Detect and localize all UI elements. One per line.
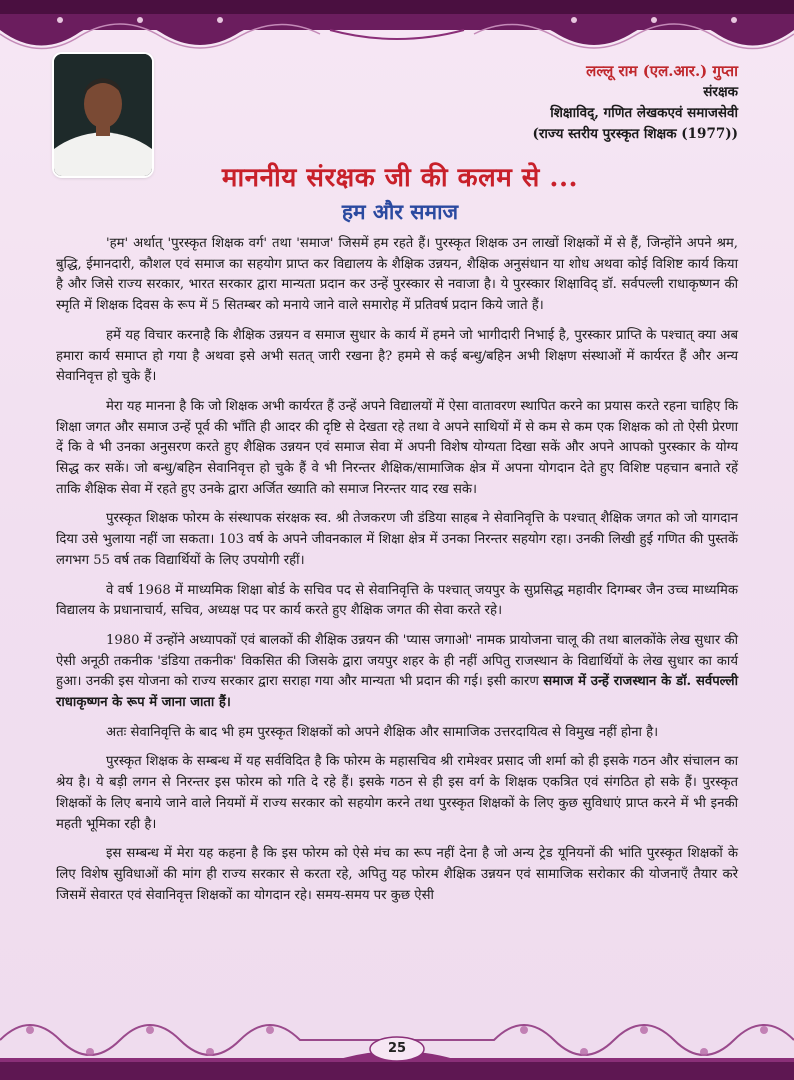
paragraph: वे वर्ष 1968 में माध्यमिक शिक्षा बोर्ड के सचिव पद से सेवानिवृत्ति के पश्चात् जयपुर के सुप्रसिद्ध महावीर दिगम्बर जैन उच्च माध्यमिक विद्यालय के प्रधानाचार्य, सचिव, अध्यक्ष पद पर कार्य करते हुए शैक्षिक जगत की सेवा करते रहे। bbox=[56, 582, 738, 619]
article-body bbox=[56, 234, 738, 915]
patron-award: (राज्य स्तरीय पुरस्कृत शिक्षक (1977)) bbox=[532, 126, 738, 142]
paragraph: 'हम' अर्थात् 'पुरस्कृत शिक्षक वर्ग' तथा 'समाज' जिसमें हम रहते हैं। पुरस्कृत शिक्षक उन लाखों शिक्षकों में से हैं, जिन्होंने अपने श्रम, बुद्धि, ईमानदारी, कौशल एवं समाज का सहयोग प्राप्त कर विद्यालय के शैक्षिक उन्नयन, शैक्षिक अनुसंधान या शोध अथवा कोई विशिष्ट कार्य किया है और जिसे राज्य सरकार, भारत सरकार द्वारा मान्यता प्रदान कर उन्हें पुरस्कार से नवाजा है। ये पुरस्कार शिक्षाविद् डॉ. सर्वपल्ली राधाकृष्णन की स्मृति में शिक्षक दिवस के रूप में 5 सितम्बर को मनाये जाने वाले समारोह में प्रतिवर्ष प्रदान किये जाते हैं। bbox=[56, 236, 738, 314]
paragraph-text: 1980 में उन्होंने अध्यापकों एवं बालकों की शैक्षिक उन्नयन की 'प्यास जगाओ' नामक प्रायोजना चालू की तथा बालकोंके लेख सुधार की ऐसी अनूठी तकनीक 'डंडिया तकनीक' विकसित की जिसके द्वारा जयपुर शहर के ही नहीं अपितु राजस्थान के विद्यार्थियों के लेख सुधार का कार्य हुआ। उनकी इस योजना को राज्य सरकार द्वारा सराहा गया और मान्यता भी प्रदान की गई। इसी कारण bbox=[56, 632, 738, 690]
patron-name: लल्लू राम (एल.आर.) गुप्ता bbox=[586, 62, 738, 80]
paragraph: मेरा यह मानना है कि जो शिक्षक अभी कार्यरत हैं उन्हें अपने विद्यालयों में ऐसा वातावरण स्थापित करने का प्रयास करते रहना चाहिए कि शिक्षा जगत और समाज उन्हें पूर्व की भाँति ही आदर की दृष्टि से देखता रहे तथा वे अपने साथियों में से कम से कम एक शिक्षक को तो ऐसी प्रेरणा दें कि वे भी उनका अनुसरण करते हुए शैक्षिक उन्नयन एवं समाज सेवा में अपनी विशेष योग्यता दिखा सकें और अपने आपको पुरस्कार के योग्य सिद्ध कर सकें। जो बन्धु/बहिन सेवानिवृत्त हो चुके हैं वे भी निरन्तर शैक्षिक/सामाजिक क्षेत्र में अपना योगदान देते हुए विशिष्ट पहचान बनाते रहें ताकि शैक्षिक सेवा में रहते हुए उनके द्वारा अर्जित ख्याति को समाज निरन्तर याद रख सके। bbox=[56, 398, 738, 497]
paragraph: पुरस्कृत शिक्षक फोरम के संस्थापक संरक्षक स्व. श्री तेजकरण जी डंडिया साहब ने सेवानिवृत्ति के पश्चात् शैक्षिक जगत को जो यागदान दिया उसे भुलाया नहीं जा सकता। 103 वर्ष के अपने जीवनकाल में शिक्षा क्षेत्र में उनका निरन्तर सहयोग रहा। उनकी लिखी हुई गणित की पुस्तकें लगभग 55 वर्ष तक विद्यार्थियों के लिए उपयोगी रहीं। bbox=[56, 511, 738, 568]
paragraph: अतः सेवानिवृत्ति के बाद भी हम पुरस्कृत शिक्षकों को अपने शैक्षिक और सामाजिक उत्तरदायित्व से विमुख नहीं होना है। bbox=[106, 724, 659, 740]
paragraph: पुरस्कृत शिक्षक के सम्बन्ध में यह सर्वविदित है कि फोरम के महासचिव श्री रामेश्वर प्रसाद जी शर्मा को ही इसके गठन और संचालन का श्रेय है। ये बड़ी लगन से निरन्तर इस फोरम को गति दे रहे हैं। इसके गठन से ही इस वर्ग के शिक्षक एकत्रित एवं संगठित हो सके हैं। पुरस्कृत शिक्षकों के लिए बनाये जाने वाले नियमों में राज्य सरकार को सहयोग करने तथा पुरस्कृत शिक्षकों के लिए कुछ सुविधाएं प्राप्त करने में भी इनकी महती भूमिका रही है। bbox=[56, 754, 738, 832]
paragraph: हमें यह विचार करनाहै कि शैक्षिक उन्नयन व समाज सुधार के कार्य में हमने जो भागीदारी निभाई है, पुरस्कार प्राप्ति के पश्चात् क्या अब हमारा कार्य समाप्त हो गया है अथवा इसे अभी सतत् जारी रखना है? हममे से कई बन्धु/बहिन अभी शिक्षण संस्थाओं में कार्यरत हैं और अन्य सेवानिवृत्त हो चुके हैं। bbox=[56, 327, 738, 385]
patron-role: संरक्षक bbox=[703, 84, 738, 100]
patron-photo bbox=[54, 54, 152, 176]
patron-info bbox=[408, 60, 738, 145]
top-ornament-border bbox=[0, 0, 794, 56]
page-title: माननीय संरक्षक जी की कलम से ... bbox=[221, 163, 579, 193]
paragraph-bold-text: समाज में उन्हें राजस्थान के डॉ. सर्वपल्ली राधाकृष्णन के रूप में जाना जाता हैं। bbox=[56, 674, 738, 711]
article-subtitle: हम और समाज bbox=[341, 199, 459, 224]
patron-description: शिक्षाविद्, गणित लेखकएवं समाजसेवी bbox=[550, 105, 738, 121]
paragraph bbox=[56, 631, 738, 714]
page-number bbox=[369, 1036, 425, 1062]
page-number-text: 25 bbox=[387, 1041, 407, 1056]
paragraph: इस सम्बन्ध में मेरा यह कहना है कि इस फोरम को ऐसे मंच का रूप नहीं देना है जो अन्य ट्रेड यूनियनों की भांति पुरस्कृत शिक्षकों के लिए विशेष सुविधाओं की मांग ही राज्य सरकार से करता रहे, अपितु यह फोरम शैक्षिक उन्नयन एवं सामाजिक सरोकार की योजनाएँ तैयार करे जिसमें सेवारत एवं सेवानिवृत्त शिक्षकों का योगदान रहे। समय-समय पर कुछ ऐसी bbox=[56, 846, 738, 903]
